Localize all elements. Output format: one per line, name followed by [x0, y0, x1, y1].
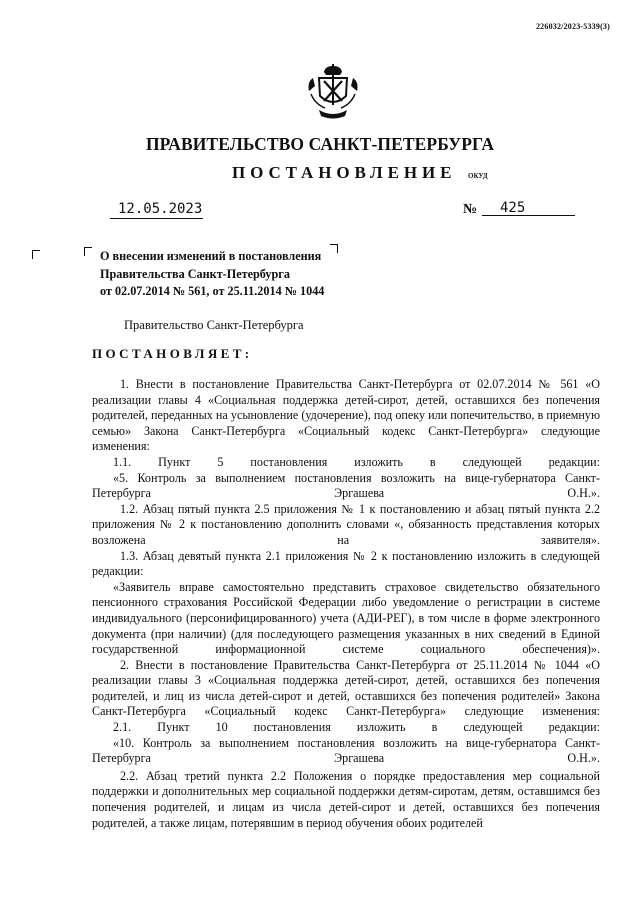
paragraph-quote: «Заявитель вправе самостоятельно представить страховое свидетельство обязательного пенсионного страхования Российской Федерации либо уведомление о регистрации в системе индивидуального (персонифицированного) учета (АДИ-РЕГ), в том числе в форме электронного документа (при наличии) (для последующего размещения указанных в них сведений в Единой государственной информационной системе социального обеспечения)».: [92, 579, 600, 657]
margin-corner-mark: [32, 250, 40, 259]
subject-corner-mark-left: [84, 247, 92, 256]
resolves-heading: ПОСТАНОВЛЯЕТ:: [92, 346, 253, 361]
subject-line: от 02.07.2014 № 561, от 25.11.2014 № 1044: [100, 284, 325, 298]
paragraph-item-2: 2. Внести в постановление Правительства Санкт-Петербурга от 25.11.2014 № 1044 «О реализации главы 3 «Социальная поддержка детей-сирот, детей, оставшихся без попечения родителей, и лиц из числа детей-сирот и детей, оставшихся без попечения родителей» Закона Санкт-Петербурга «Социальный кодекс Санкт-Петербурга» следующие изменения:: [92, 657, 600, 719]
paragraph-quote: «10. Контроль за выполнением постановления возложить на вице-губернатора Санкт-Петербурга Эргашева О.Н.».: [92, 735, 600, 766]
number-underline: [482, 215, 575, 216]
subject-line: Правительства Санкт-Петербурга: [100, 266, 290, 281]
government-title: ПРАВИТЕЛЬСТВО САНКТ-ПЕТЕРБУРГА: [145, 134, 495, 154]
document-type-title: ПОСТАНОВЛЕНИЕ: [232, 163, 457, 182]
document-subject: [100, 248, 360, 301]
date-underline: [110, 218, 203, 219]
paragraph-item-1-3: 1.3. Абзац девятый пункта 2.1 приложения № 2 к постановлению изложить в следующей редакции:: [92, 548, 600, 579]
paragraph-quote: «5. Контроль за выполнением постановления возложить на вице-губернатора Санкт-Петербурга Эргашева О.Н.».: [92, 470, 600, 501]
document-number: 425: [500, 200, 526, 216]
paragraph-item-2-2: 2.2. Абзац третий пункта 2.2 Положения о порядке предоставления мер социальной поддержки и дополнительных мер социальной поддержки детям-сиротам, детям, оставшимся без попечения родителей, и лицам из числа детей-сирот и детей, оставшихся без попечения родителей, а также лицам, потерявшим в период обучения обоих родителей: [92, 768, 600, 830]
issuing-body: Правительство Санкт-Петербурга: [124, 318, 304, 332]
paragraph-item-1-1: 1.1. Пункт 5 постановления изложить в следующей редакции:: [113, 454, 600, 469]
number-sign: №: [463, 202, 478, 217]
paragraph-item-2-1: 2.1. Пункт 10 постановления изложить в следующей редакции:: [113, 720, 600, 735]
document-date: 12.05.2023: [118, 201, 203, 217]
document-body: [92, 377, 600, 831]
paragraph-item-1-2: 1.2. Абзац пятый пункта 2.5 приложения № 1 к постановлению и абзац пятый пункта 2.2 приложения № 2 к постановлению дополнить словами «, обязанность представления которых возложена на заявителя».: [92, 501, 600, 547]
okud-label: ОКУД: [468, 172, 488, 180]
document-registration-number: 226032/2023-5339(3): [535, 22, 610, 31]
subject-line: О внесении изменений в постановления: [100, 249, 322, 263]
paragraph-item-1: 1. Внести в постановление Правительства Санкт-Петербурга от 02.07.2014 № 561 «О реализации главы 4 «Социальная поддержка детей-сирот, детей, оставшихся без попечения родителей, переданных на усыновление (удочерение), под опеку или попечительство, в приемную семью» Закона Санкт-Петербурга «Социальный кодекс Санкт-Петербурга» следующие изменения:: [92, 377, 600, 454]
coat-of-arms-emblem: [305, 64, 361, 122]
